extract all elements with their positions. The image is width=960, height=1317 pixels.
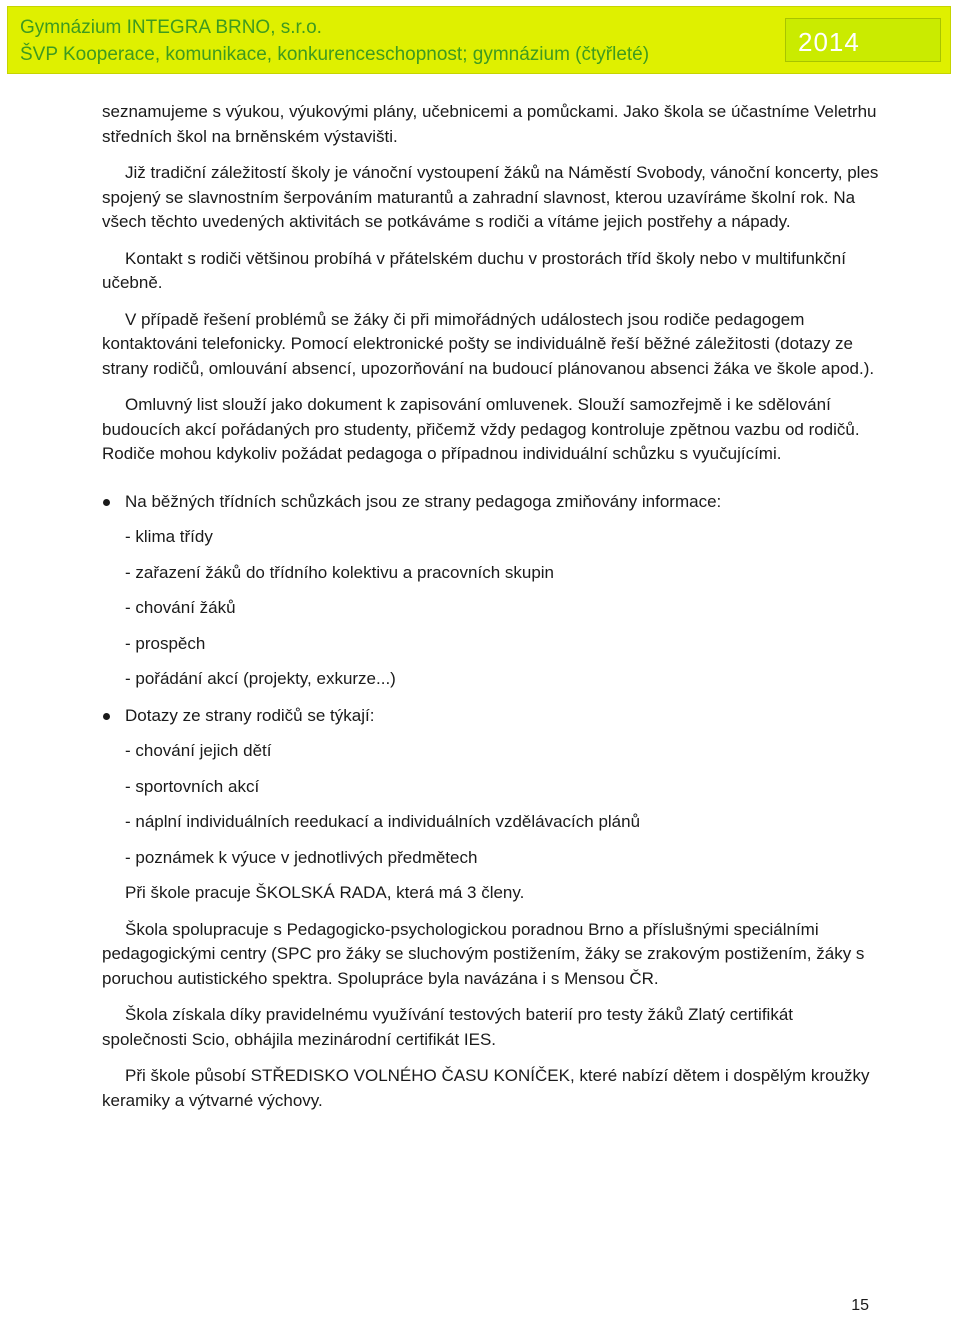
school-name: Gymnázium INTEGRA BRNO, s.r.o. xyxy=(20,17,322,38)
list-item: - chování žáků xyxy=(125,598,236,617)
list-item: - sportovních akcí xyxy=(125,776,260,796)
curriculum-title: ŠVP Kooperace, komunikace, konkurenceschopnost; gymnázium (čtyřleté) xyxy=(20,44,650,65)
bullet-icon xyxy=(103,713,110,720)
bullet-parent-questions xyxy=(102,704,882,729)
paragraph-1: seznamujeme s výukou, výukovými plány, učebnicemi a pomůckami. Jako škola se účastníme Veletrhu středních škol na brněnském výstavišti. xyxy=(102,102,877,146)
list-item: - náplní individuálních reedukací a individuálních vzdělávacích plánů xyxy=(125,812,641,831)
list-item: - prospěch xyxy=(125,633,206,653)
bullet-icon xyxy=(103,499,110,506)
paragraph-2: Již tradiční záležitostí školy je vánoční vystoupení žáků na Náměstí Svobody, vánoční koncerty, ples spojený se slavnostním šerpováním maturantů a zahradní slavnost, kterou uzavíráme školní rok. Na všech těchto uvedených aktivitách se potkáváme s rodiči a vítáme jejich postřehy a nápady. xyxy=(102,163,879,231)
list-item: - zařazení žáků do třídního kolektivu a pracovních skupin xyxy=(125,562,555,582)
paragraph-8: Při škole působí STŘEDISKO VOLNÉHO ČASU KONÍČEK, které nabízí dětem i dospělým kroužky keramiky a výtvarné výchovy. xyxy=(102,1066,870,1110)
list-item: - pořádání akcí (projekty, exkurze...) xyxy=(125,669,396,688)
list-item: - poznámek k výuce v jednotlivých předmětech xyxy=(125,847,478,867)
page-content xyxy=(102,100,882,1113)
page-number: 15 xyxy=(851,1297,869,1314)
bullet-meetings-title: Na běžných třídních schůzkách jsou ze strany pedagoga zmiňovány informace: xyxy=(125,491,722,511)
paragraph-5: Omluvný list slouží jako dokument k zapisování omluvenek. Slouží samozřejmě i ke sdělování budoucích akcí pořádaných pro studenty, přičemž vždy pedagog kontroluje zpětnou vazbu od rodičů. Rodiče mohou kdykoliv požádat pedagoga o případnou individuální schůzku s vyučujícími. xyxy=(102,395,860,463)
bullet-parent-questions-title: Dotazy ze strany rodičů se týkají: xyxy=(125,705,375,725)
year-box xyxy=(785,18,941,62)
list-item: - chování jejich dětí xyxy=(125,741,272,760)
paragraph-4: V případě řešení problémů se žáky či při mimořádných událostech jsou rodiče pedagogem kontaktováni telefonicky. Pomocí elektronické pošty se individuálně řeší běžné záležitosti (dotazy ze strany rodičů, omlouvání absencí, upozorňování na budoucí plánovanou absenci žáka ve škole apod.). xyxy=(102,309,875,378)
year-label: 2014 xyxy=(798,27,860,57)
header-bar xyxy=(7,6,951,74)
list-item: - klima třídy xyxy=(125,527,213,546)
paragraph-7: Škola získala díky pravidelnému využívání testových baterií pro testy žáků Zlatý certifikát společnosti Scio, obhájila mezinárodní certifikát IES. xyxy=(102,1005,794,1049)
paragraph-3: Kontakt s rodiči většinou probíhá v přátelském duchu v prostorách tříd školy nebo v multifunkční učebně. xyxy=(102,248,846,292)
bullet-meetings xyxy=(102,490,882,515)
paragraph-6: Škola spolupracuje s Pedagogicko-psychologickou poradnou Brno a příslušnými speciálními pedagogickými centry (SPC pro žáky se sluchovým postižením, žáky se zrakovým postižením, žáky s poruchou autistického spektra. Spolupráce byla navázána i s Mensou ČR. xyxy=(102,919,865,988)
list-item: Při škole pracuje ŠKOLSKÁ RADA, která má 3 členy. xyxy=(125,883,525,902)
